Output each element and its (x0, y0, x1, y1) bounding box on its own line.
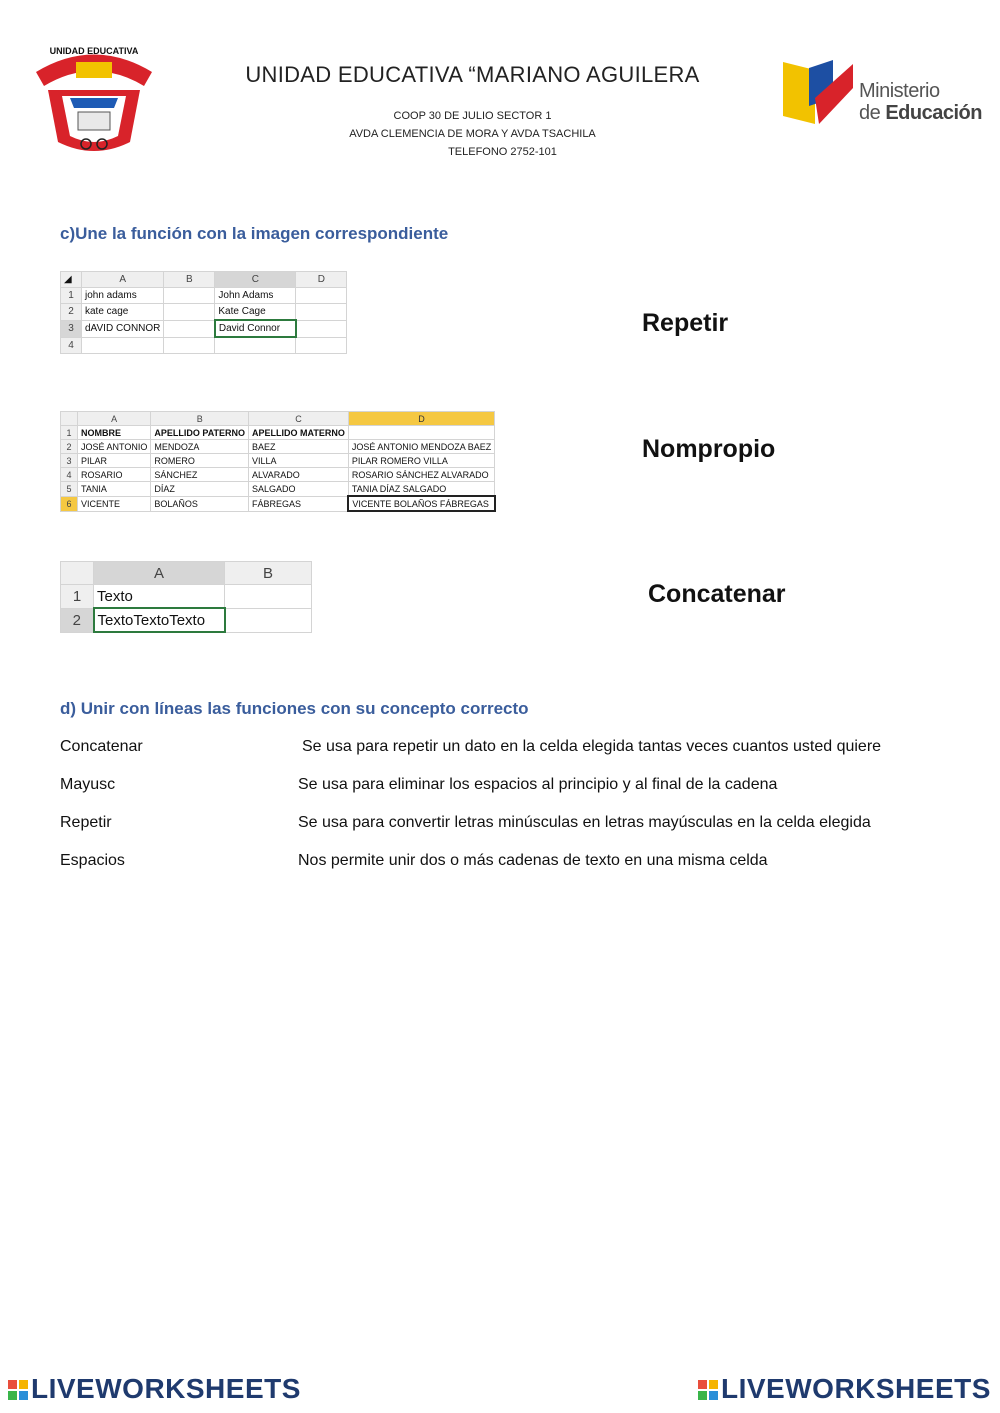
table-row (61, 468, 495, 482)
definition-4[interactable]: Nos permite unir dos o más cadenas de texto en una misma celda (298, 852, 768, 869)
cell: TANIA (78, 482, 151, 497)
table-row (61, 482, 495, 497)
col-header: A (82, 272, 164, 288)
cell: Kate Cage (215, 304, 296, 321)
table-row (61, 496, 495, 511)
cell: APELLIDO PATERNO (151, 426, 249, 440)
row-number: 4 (61, 337, 82, 354)
definition-2[interactable]: Se usa para eliminar los espacios al principio y al final de la cadena (298, 776, 778, 793)
cell: NOMBRE (78, 426, 151, 440)
liveworksheets-icon (698, 1380, 718, 1400)
spreadsheet-repetir (60, 561, 312, 633)
table-row (61, 585, 312, 609)
cell (348, 426, 494, 440)
cell (82, 337, 164, 354)
logo-text-top: UNIDAD EDUCATIVA (49, 46, 139, 56)
address-line-2: AVDA CLEMENCIA DE MORA Y AVDA TSACHILA (349, 128, 596, 140)
col-header: A (78, 412, 151, 426)
cell (215, 337, 296, 354)
cell (296, 320, 347, 337)
cell: ROSARIO (78, 468, 151, 482)
cell: BOLAÑOS (151, 496, 249, 511)
table-row (61, 426, 495, 440)
cell (296, 304, 347, 321)
term-concatenar[interactable]: Concatenar (60, 738, 143, 755)
function-label-repetir[interactable]: Repetir (642, 309, 729, 337)
address-line-3: TELEFONO 2752-101 (448, 146, 557, 158)
cell (164, 304, 215, 321)
cell: ROSARIO SÁNCHEZ ALVARADO (348, 468, 494, 482)
col-header: C (215, 272, 296, 288)
brand-text: LIVEWORKSHEETS (721, 1373, 991, 1404)
cell: John Adams (215, 288, 296, 304)
col-header: B (164, 272, 215, 288)
row-number: 1 (61, 426, 78, 440)
section-c-heading: c)Une la función con la imagen correspondiente (60, 224, 449, 243)
row-number: 3 (61, 454, 78, 468)
cell (164, 288, 215, 304)
table-row (61, 454, 495, 468)
spreadsheet-concatenar (60, 411, 496, 512)
col-header: B (225, 562, 312, 585)
cell: dAVID CONNOR (82, 320, 164, 337)
ministry-line-1: Ministerio (859, 80, 940, 102)
cell: SALGADO (249, 482, 349, 497)
col-header: A (94, 562, 225, 585)
liveworksheets-icon (8, 1380, 28, 1400)
corner-cell: ◢ (61, 272, 82, 288)
spreadsheet-nompropio (60, 271, 347, 354)
cell: TANIA DÍAZ SALGADO (348, 482, 494, 497)
footer-brand-left (8, 1373, 301, 1405)
row-number: 6 (61, 496, 78, 511)
definition-1[interactable]: Se usa para repetir un dato en la celda elegida tantas veces cuantos usted quiere (302, 738, 882, 755)
table-row (61, 608, 312, 632)
section-d-heading: d) Unir con líneas las funciones con su concepto correcto (60, 699, 529, 718)
table-row (61, 288, 347, 304)
corner-cell (61, 412, 78, 426)
row-number: 1 (61, 288, 82, 304)
active-cell: TextoTextoTexto (94, 608, 225, 632)
term-repetir[interactable]: Repetir (60, 814, 112, 831)
cell (164, 320, 215, 337)
cell: MENDOZA (151, 440, 249, 454)
cell (296, 337, 347, 354)
function-label-concatenar[interactable]: Concatenar (648, 580, 786, 608)
table-row (61, 320, 347, 337)
col-header: D (296, 272, 347, 288)
table-row (61, 440, 495, 454)
cell: JOSÉ ANTONIO MENDOZA BAEZ (348, 440, 494, 454)
function-label-nompropio[interactable]: Nompropio (642, 435, 776, 463)
corner-cell (61, 562, 94, 585)
cell (225, 608, 312, 632)
active-cell: VICENTE BOLAÑOS FÁBREGAS (348, 496, 494, 511)
row-number: 2 (61, 608, 94, 632)
active-cell: David Connor (215, 320, 296, 337)
row-number: 4 (61, 468, 78, 482)
cell: SÁNCHEZ (151, 468, 249, 482)
definition-3[interactable]: Se usa para convertir letras minúsculas en letras mayúsculas en la celda elegida (298, 814, 871, 831)
table-row (61, 337, 347, 354)
cell: VICENTE (78, 496, 151, 511)
row-number: 3 (61, 320, 82, 337)
cell: APELLIDO MATERNO (249, 426, 349, 440)
cell (296, 288, 347, 304)
cell: ROMERO (151, 454, 249, 468)
ministry-line-2 (859, 102, 982, 125)
cell: DÍAZ (151, 482, 249, 497)
page-title: UNIDAD EDUCATIVA “MARIANO AGUILERA (245, 62, 700, 87)
cell: PILAR ROMERO VILLA (348, 454, 494, 468)
cell (164, 337, 215, 354)
term-espacios[interactable]: Espacios (60, 852, 125, 869)
col-header: D (348, 412, 494, 426)
footer-brand-right (698, 1373, 991, 1405)
ministry-logo (781, 58, 981, 128)
row-number: 1 (61, 585, 94, 609)
cell: BAEZ (249, 440, 349, 454)
address-line-1: COOP 30 DE JULIO SECTOR 1 (393, 110, 552, 122)
cell (225, 585, 312, 609)
ministry-line-2-prefix: de (859, 102, 886, 124)
cell: FÁBREGAS (249, 496, 349, 511)
cell: Texto (94, 585, 225, 609)
ministry-line-2-bold: Educación (885, 102, 982, 124)
logo-text-mid: MARIANO AGUILERA (63, 84, 125, 90)
cell: kate cage (82, 304, 164, 321)
row-number: 2 (61, 440, 78, 454)
col-header: B (151, 412, 249, 426)
table-row (61, 304, 347, 321)
cell: john adams (82, 288, 164, 304)
cell: PILAR (78, 454, 151, 468)
row-number: 5 (61, 482, 78, 497)
cell: VILLA (249, 454, 349, 468)
col-header: C (249, 412, 349, 426)
row-number: 2 (61, 304, 82, 321)
cell: JOSÉ ANTONIO (78, 440, 151, 454)
cell: ALVARADO (249, 468, 349, 482)
term-mayusc[interactable]: Mayusc (60, 776, 116, 793)
brand-text: LIVEWORKSHEETS (31, 1373, 301, 1404)
